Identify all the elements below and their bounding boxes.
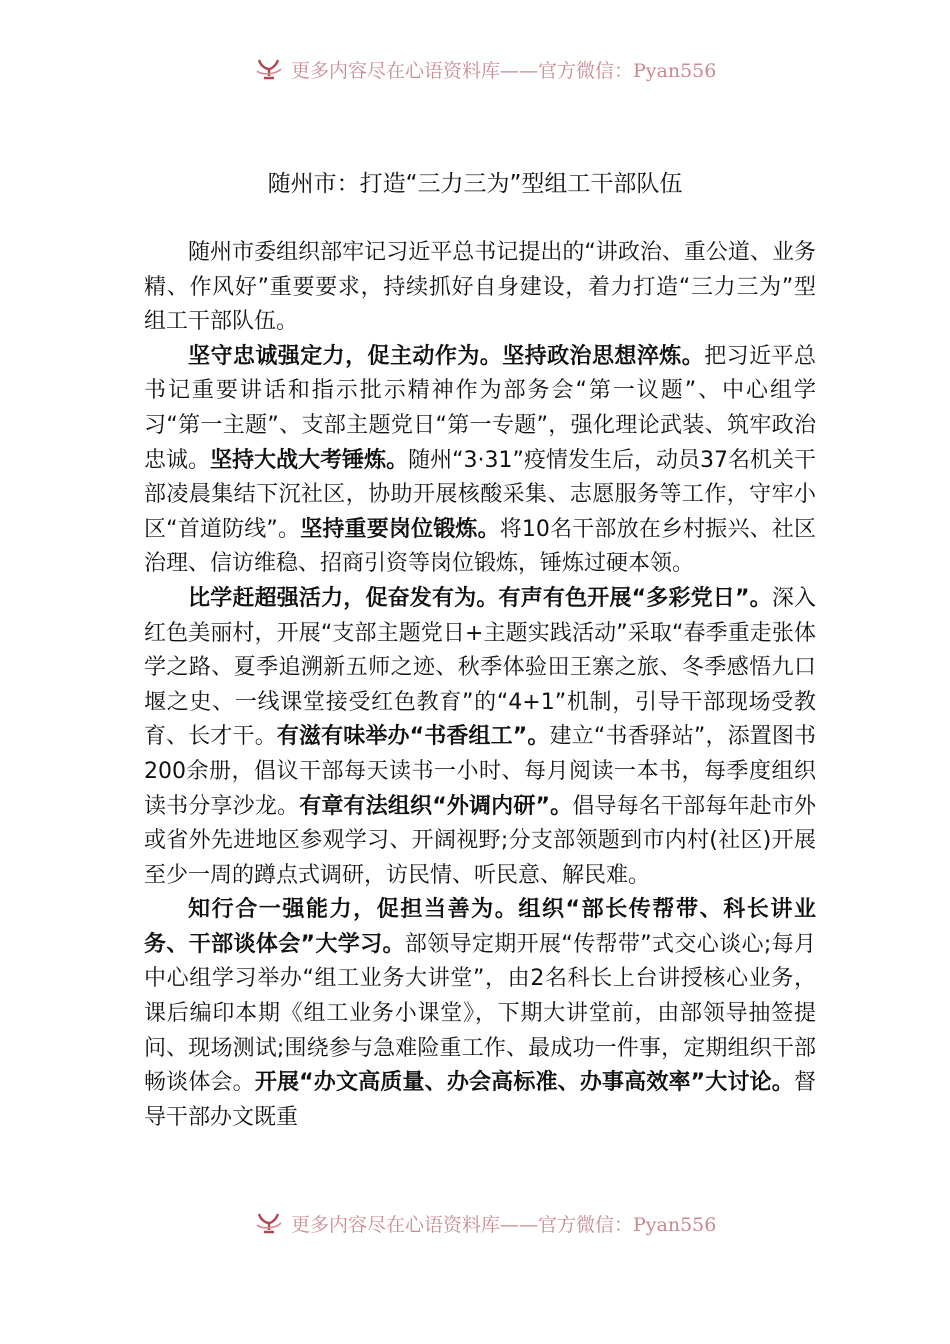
bold-heading-run: 有滋有味举办“书香组工”。 xyxy=(276,724,550,750)
bold-heading-run: 坚持大战大考锤炼。 xyxy=(210,447,409,473)
text-run: 将10名干部放在乡村振兴、社区治理、信访维稳、招商引资等岗位锻炼，锤炼过硬本领。 xyxy=(144,516,816,577)
bold-heading-run: 知行合一强能力，促担当善为。组织“部长传帮带、科长讲业务、干部谈体会”大学习。 xyxy=(144,897,816,957)
wine-glass-logo-icon xyxy=(255,57,283,81)
watermark-header xyxy=(255,54,775,84)
text-run: 随州“3·31”疫情发生后，动员37名机关干部凌晨集结下沉社区，协助开展核酸采集、志愿服务等工作，守牢小区“首道防线”。 xyxy=(144,447,816,542)
text-run: 深入红色美丽村，开展“支部主题党日+主题实践活动”采取“春季重走张体学之路、夏季追溯新五师之迹、秋季体验田王寨之旅、冬季感悟九口堰之史、一线课堂接受红色教育”的“4+1”机制，引导干部现场受教育、长才干。 xyxy=(144,585,816,750)
bold-heading-run: 有章有法组织“外调内研”。 xyxy=(299,793,573,819)
text-run: 部领导定期开展“传帮带”式交心谈心;每月中心组学习举办“组工业务大讲堂”，由2名科长上台讲授核心业务，课后编印本期《组工业务小课堂》，下期大讲堂前，由部领导抽签提问、现场测试;围绕参与急难险重工作、最成功一件事，定期组织干部畅谈体会。 xyxy=(144,931,816,1096)
text-run: 建立“书香驿站”，添置图书200余册，倡议干部每天读书一小时、每月阅读一本书，每季度组织读书分享沙龙。 xyxy=(144,724,816,819)
paragraph xyxy=(144,582,816,893)
text-run: 督导干部办文既重 xyxy=(144,1070,816,1130)
wine-glass-logo-icon xyxy=(255,1211,283,1235)
paragraph xyxy=(144,893,816,1135)
text-run: 把习近平总书记重要讲话和指示批示精神作为部务会“第一议题”、中心组学习“第一主题”、支部主题党日“第一专题”，强化理论武装、筑牢政治忠诚。 xyxy=(144,343,816,473)
watermark-text: 更多内容尽在心语资料库——官方微信：Pyan556 xyxy=(291,59,717,82)
bold-heading-run: 比学赶超强活力，促奋发有为。有声有色开展“多彩党日”。 xyxy=(188,585,772,611)
bold-heading-run: 坚持重要岗位锻炼。 xyxy=(300,516,500,542)
paragraph xyxy=(144,236,816,340)
watermark-footer xyxy=(255,1208,775,1238)
text-run: 倡导每名干部每年赴市外或省外先进地区参观学习、开阔视野;分支部领题到市内村(社区)开展至少一周的蹲点式调研，访民情、听民意、解民难。 xyxy=(144,793,816,888)
document-body xyxy=(144,236,816,1135)
paragraph xyxy=(144,340,816,582)
watermark-text: 更多内容尽在心语资料库——官方微信：Pyan556 xyxy=(291,1213,717,1236)
text-run: 随州市委组织部牢记习近平总书记提出的“讲政治、重公道、业务精、作风好”重要要求，持续抓好自身建设，着力打造“三力三为”型组工干部队伍。 xyxy=(144,240,816,335)
bold-heading-run: 开展“办文高质量、办会高标准、办事高效率”大讨论。 xyxy=(254,1070,794,1096)
document-title: 随州市：打造“三力三为”型组工干部队伍 xyxy=(267,171,683,197)
bold-heading-run: 坚守忠诚强定力，促主动作为。坚持政治思想淬炼。 xyxy=(188,343,705,369)
